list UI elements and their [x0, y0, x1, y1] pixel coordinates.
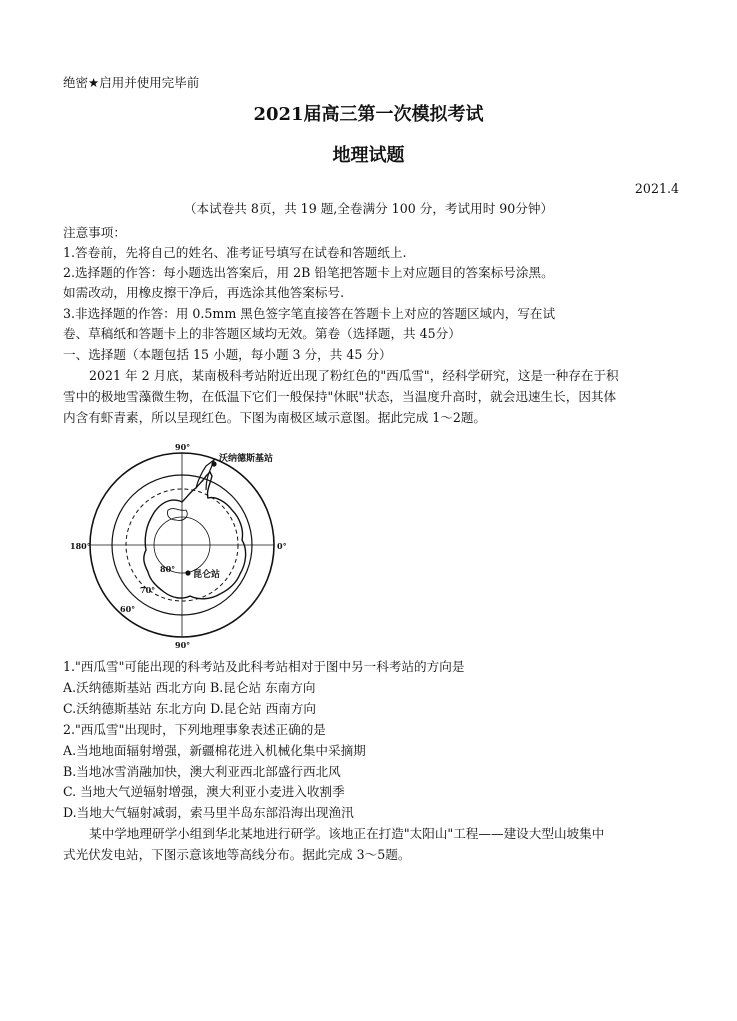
ice-shelf-outline — [167, 509, 187, 521]
passage1-line-2: 雪中的极地雪藻微生物，在低温下它们一般保持"休眠"状态，当温度升高时，就会迅速生长，因其体 — [63, 389, 617, 404]
notice-line-3: 如需改动，用橡皮擦干净后，再选涂其他答案标号. — [63, 285, 345, 300]
notice-line-2: 2.选择题的作答：每小题选出答案后，用 2B 铅笔把答题卡上对应题目的答案标号涂黑。 — [63, 265, 554, 280]
exam-title: 2021届高三第一次模拟考试 — [253, 104, 484, 125]
notice-line-1: 1.答卷前，先将自己的姓名、准考证号填写在试卷和答题纸上. — [63, 245, 407, 260]
label-vernadsky-station: 沃纳德斯基站 — [219, 454, 274, 464]
q2-option-c: C. 当地大气逆辐射增强，澳大利亚小麦进入收割季 — [63, 784, 345, 799]
label-90-bottom: 90° — [175, 640, 191, 650]
notice-line-4: 3.非选择题的作答：用 0.5mm 黑色签字笔直接答在答题卡上对应的答题区域内，写在试 — [63, 306, 556, 321]
station-marker-kunlun — [185, 570, 190, 575]
notice-heading: 注意事项： — [63, 225, 126, 240]
section-heading: 一、选择题（本题包括 15 小题，每小题 3 分，共 45 分） — [63, 347, 392, 362]
exam-info: （本试卷共 8页，共 19 题,全卷满分 100 分，考试用时 90分钟） — [183, 201, 554, 216]
confidential-mark: 绝密★启用并使用完毕前 — [63, 75, 200, 90]
label-90-top: 90° — [175, 442, 191, 452]
exam-date: 2021.4 — [634, 181, 679, 196]
passage1-line-1: 2021 年 2 月底，某南极科考站附近出现了粉红色的"西瓜雪"，经科学研究，这是一种存在于积 — [89, 368, 619, 383]
label-180: 180° — [70, 541, 91, 551]
label-lat70: 70° — [140, 585, 156, 595]
q1-options-ab: A.沃纳德斯基站 西北方向 B.昆仑站 东南方向 — [63, 680, 316, 695]
q1-options-cd: C.沃纳德斯基站 东北方向 D.昆仑站 西南方向 — [63, 701, 316, 716]
label-lat60: 60° — [120, 604, 136, 614]
label-0: 0° — [277, 541, 287, 551]
q2-option-d: D.当地大气辐射减弱，索马里半岛东部沿海出现渔汛 — [63, 805, 354, 820]
station-marker-vernadsky — [211, 461, 216, 466]
notice-line-5: 卷、草稿纸和答题卡上的非答题区域均无效。第卷（选择题，共 45分） — [63, 326, 461, 341]
q2-option-a: A.当地地面辐射增强，新疆棉花进入机械化集中采摘期 — [63, 743, 366, 758]
passage1-line-3: 内含有虾青素，所以呈现红色。下图为南极区域示意图。据此完成 1～2题。 — [63, 410, 487, 425]
label-lat80: 80° — [160, 564, 176, 574]
passage2-line-1: 某中学地理研学小组到华北某地进行研学。该地正在打造"太阳山"工程——建设大型山坡集中 — [89, 826, 605, 841]
label-kunlun-station: 昆仑站 — [193, 570, 221, 580]
q2-stem: 2."西瓜雪"出现时，下列地理事象表述正确的是 — [63, 722, 326, 737]
q1-stem: 1."西瓜雪"可能出现的科考站及此科考站相对于图中另一科考站的方向是 — [63, 659, 465, 674]
exam-subject: 地理试题 — [332, 145, 405, 166]
q2-option-b: B.当地冰雪消融加快，澳大利亚西北部盛行西北风 — [63, 764, 341, 779]
antarctica-map — [64, 440, 314, 652]
passage2-line-2: 式光伏发电站，下图示意该地等高线分布。据此完成 3～5题。 — [63, 847, 411, 862]
